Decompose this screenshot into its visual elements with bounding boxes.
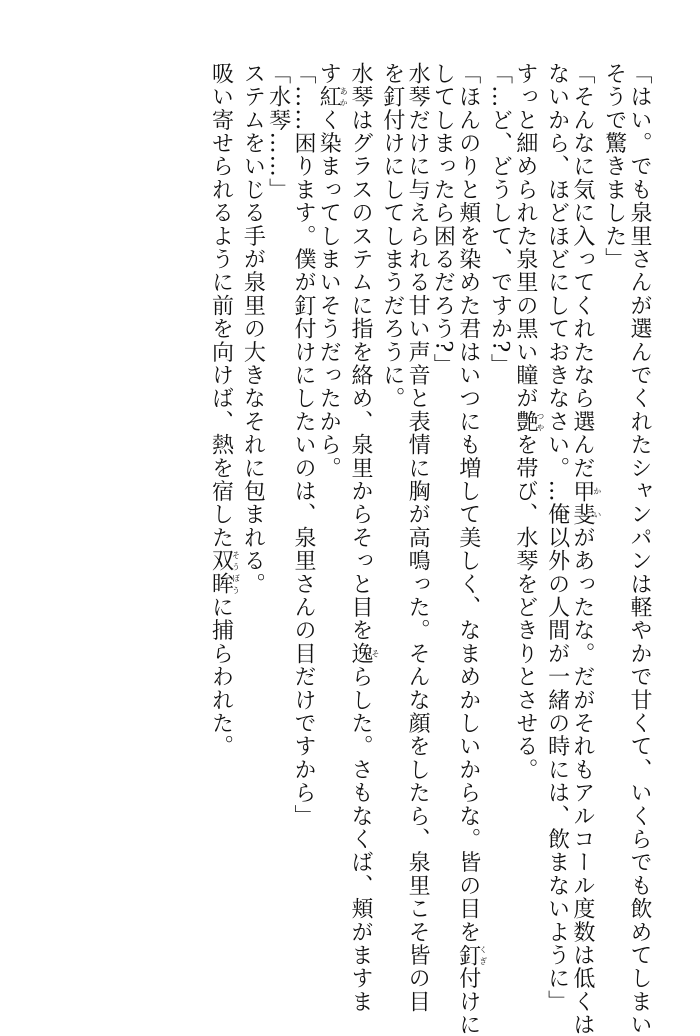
body-text bbox=[40, 62, 652, 1036]
ruby-aka: 紅あか bbox=[316, 85, 349, 109]
ruby-tsuya: 艶つや bbox=[512, 410, 545, 434]
ruby-so: 逸そ bbox=[348, 642, 381, 666]
ruby-kai: 甲斐かい bbox=[569, 479, 602, 527]
text-line-2: そうで驚きました」 bbox=[601, 62, 627, 271]
text-line-13: 「……困ります。僕が釘付けにしたいのは、泉里さんの目だけですから」 bbox=[290, 62, 316, 828]
text-line-5: すっと細められた泉里の黒い瞳が艶つやを帯び、水琴をどきりとさせる。 bbox=[512, 62, 545, 782]
text-line-16: 吸い寄せられるように前を向けば、熱を宿した双眸そうぼうに捕らわれた。 bbox=[208, 62, 241, 759]
text-line-8: してしまったら困るだろう?」 bbox=[430, 62, 456, 377]
text-line-4: ないから、ほどほどにしておきなさい。…俺以外の人間が一緒の時には、飲まないように」 bbox=[544, 62, 570, 1014]
ruby-kugi: 釘くぎ bbox=[455, 943, 488, 967]
ruby-soubou: 双眸そうぼう bbox=[208, 549, 241, 596]
text-line-1: 「はい。でも泉里さんが選んでくれたシャンパンは軽やかで甘くて、いくらでも飲めてしまい bbox=[627, 62, 652, 1036]
text-line-6: 「…ど、どうして、ですか?」 bbox=[487, 62, 513, 377]
text-line-7: 「ほんのりと頬を染めた君はいつにも増して美しく、なまめかしいからな。皆の目を釘くぎ付けに bbox=[455, 62, 488, 1036]
text-line-12: す紅あかく染まってしまいそうだったから。 bbox=[316, 62, 349, 480]
text-line-3: 「そんなに気に入ってくれたなら選んだ甲斐かいがあったな。だがそれもアルコール度数は低くは bbox=[569, 62, 602, 1036]
text-line-14: 「水琴……」 bbox=[265, 62, 291, 202]
text-line-11: 水琴はグラスのステムに指を絡め、泉里からそっと目を逸そらした。さもなくば、頬がますま bbox=[348, 62, 381, 1014]
text-line-10: を釘付けにしてしまうだろうに。 bbox=[379, 62, 405, 410]
text-line-15: ステムをいじる手が泉里の大きなそれに包まれる。 bbox=[240, 62, 266, 596]
text-line-9: 水琴だけに与えられる甘い声音と表情に胸が高鳴った。そんな顔をしたら、泉里こそ皆の目 bbox=[405, 62, 431, 1014]
